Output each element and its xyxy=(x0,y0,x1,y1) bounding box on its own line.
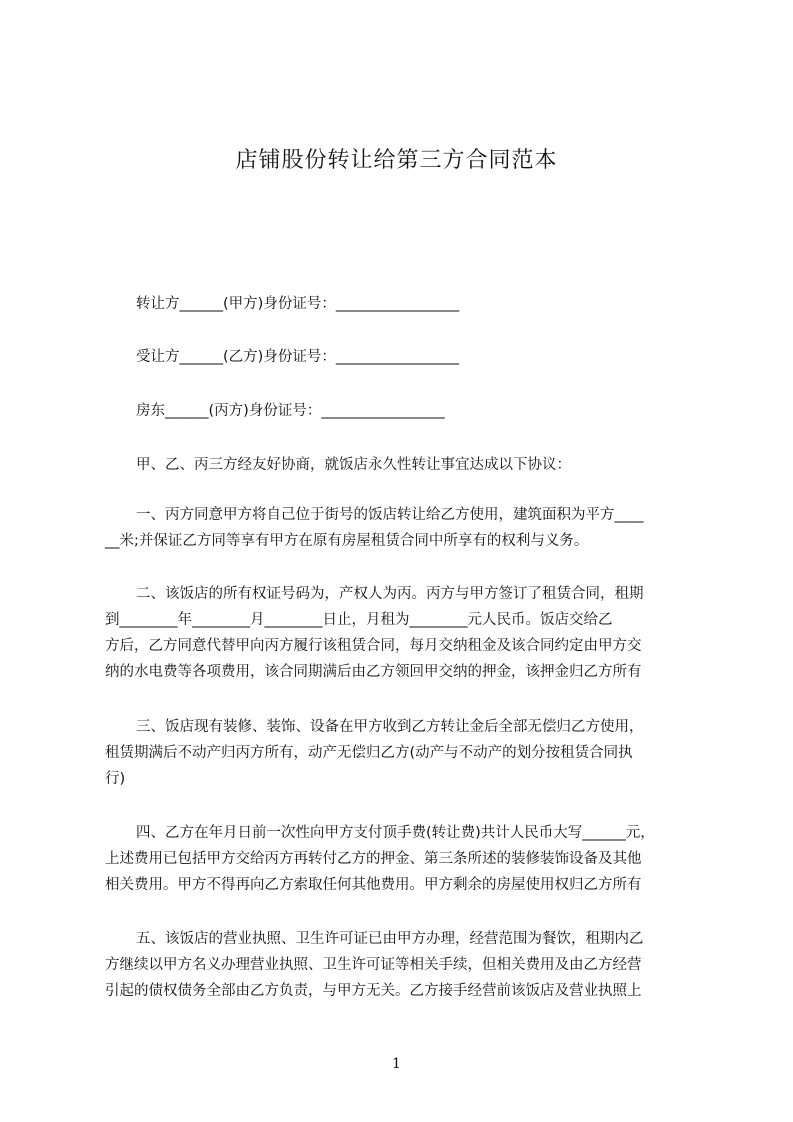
clause-2-line: 方后，乙方同意代替甲向丙方履行该租赁合同，每月交纳租金及该合同约定由甲方交 xyxy=(105,638,642,654)
clause-4-line: 相关费用。甲方不得再向乙方索取任何其他费用。甲方剩余的房屋使用权归乙方所有 xyxy=(105,877,642,893)
landlord-line: 房东______(丙方)身份证号：_________________ xyxy=(136,403,445,419)
clause-3 xyxy=(105,714,705,792)
clause-5-line: 引起的债权债务全部由乙方负责，与甲方无关。乙方接手经营前该饭店及营业执照上 xyxy=(105,983,642,999)
clause-3-line: 租赁期满后不动产归丙方所有，动产无偿归乙方(动产与不动产的划分按租赁合同执 xyxy=(105,745,633,761)
clause-4 xyxy=(105,820,705,898)
transferee-line: 受让方______(乙方)身份证号：_________________ xyxy=(136,349,460,365)
transferor-line: 转让方______(甲方)身份证号：_________________ xyxy=(136,296,460,312)
clause-5-line: 方继续以甲方名义办理营业执照、卫生许可证等相关手续，但相关费用及由乙方经营 xyxy=(105,957,642,973)
clause-2 xyxy=(105,581,705,685)
clause-1-line: 一、丙方同意甲方将自己位于街号的饭店转让给乙方使用，建筑面积为平方____ xyxy=(136,507,644,523)
clause-5-line: 五、该饭店的营业执照、卫生许可证已由甲方办理，经营范围为餐饮，租期内乙 xyxy=(136,931,644,947)
clause-3-line: 三、饭店现有装修、装饰、设备在甲方收到乙方转让金后全部无偿归乙方使用， xyxy=(136,719,644,735)
document-title: 店铺股份转让给第三方合同范本 xyxy=(235,148,558,173)
clause-2-line: 到________年________月________日止，月租为________元人民币。饭店交给乙 xyxy=(105,612,613,628)
clause-2-line: 纳的水电费等各项费用，该合同期满后由乙方领回甲交纳的押金，该押金归乙方所有 xyxy=(105,664,642,680)
clause-3-line: 行) xyxy=(105,771,126,787)
clause-4-line: 四、乙方在年月日前一次性向甲方支付顶手费(转让费)共计人民币大写______元， xyxy=(136,825,655,841)
agreement-intro: 甲、乙、丙三方经友好协商，就饭店永久性转让事宜达成以下协议： xyxy=(136,457,571,473)
clause-5 xyxy=(105,926,705,1004)
clause-1 xyxy=(105,502,705,554)
clause-4-line: 上述费用已包括甲方交给丙方再转付乙方的押金、第三条所述的装修装饰设备及其他 xyxy=(105,851,642,867)
page-number: 1 xyxy=(392,1056,401,1072)
clause-1-line: __米;并保证乙方同等享有甲方在原有房屋租赁合同中所享有的权利与义务。 xyxy=(105,533,589,549)
clause-2-line: 二、该饭店的所有权证号码为，产权人为丙。丙方与甲方签订了租赁合同，租期 xyxy=(136,586,644,602)
